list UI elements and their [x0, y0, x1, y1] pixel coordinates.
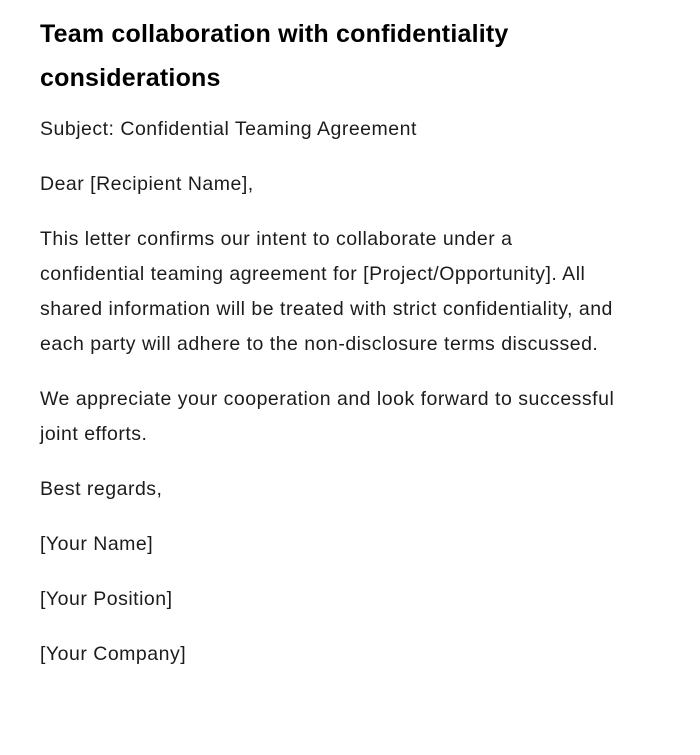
- body-paragraph-2: We appreciate your cooperation and look forward to successful joint efforts.: [40, 388, 615, 445]
- salutation: Dear [Recipient Name],: [40, 173, 254, 195]
- subject-line: Subject: Confidential Teaming Agreement: [40, 118, 417, 140]
- signature-company: [Your Company]: [40, 643, 187, 665]
- document-title: Team collaboration with confidentiality considerations: [40, 20, 509, 92]
- body-paragraph-1: This letter confirms our intent to collaborate under a confidential teaming agreement for [Project/Opportunity]. All shared information will be treated with strict confidentiality, and each party will adhere to the non-disclosure terms discussed.: [40, 228, 613, 355]
- signature-position: [Your Position]: [40, 588, 173, 610]
- signature-name: [Your Name]: [40, 533, 154, 555]
- closing: Best regards,: [40, 478, 163, 500]
